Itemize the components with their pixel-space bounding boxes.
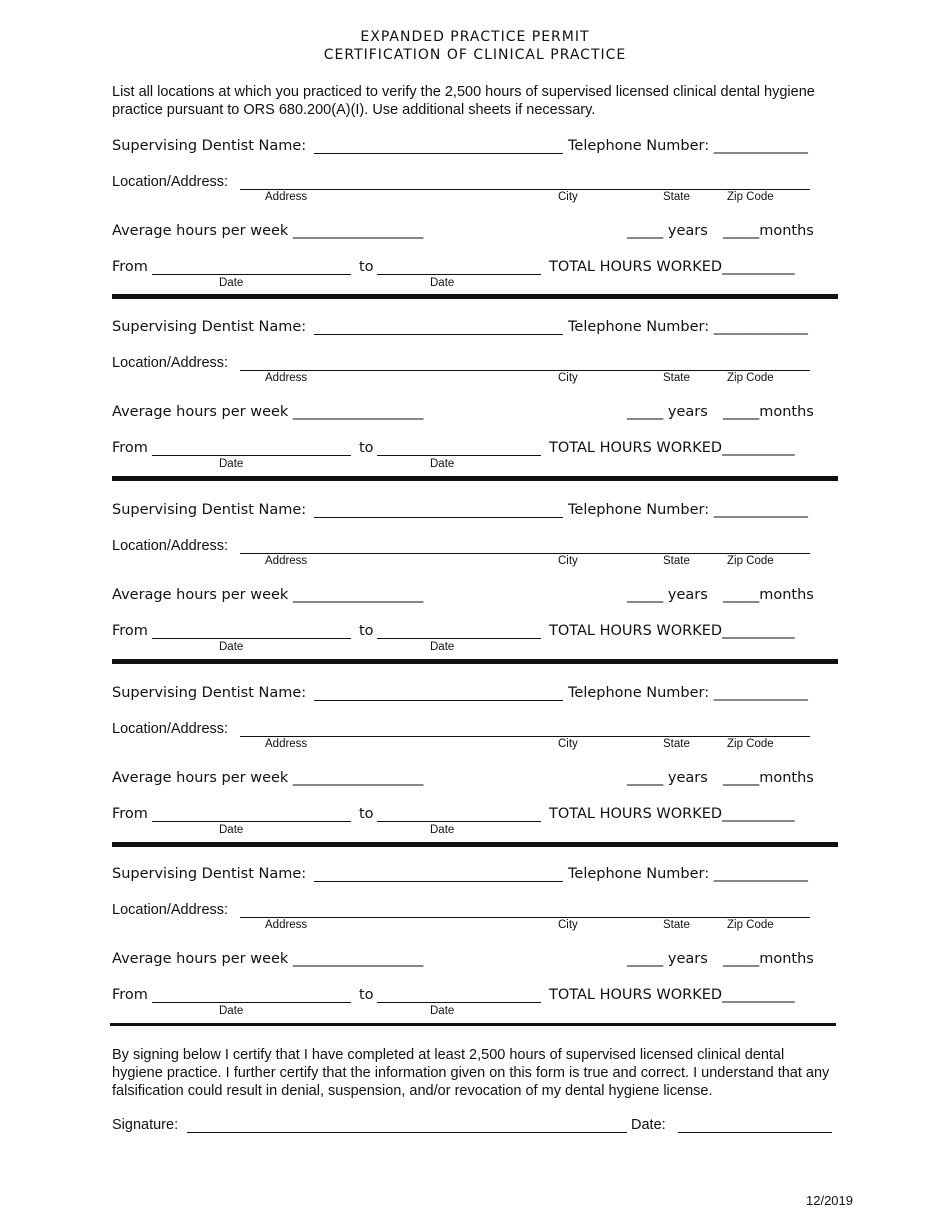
address-caption: Address — [265, 738, 308, 750]
practice-location-block — [0, 728, 950, 1017]
supervising-dentist-field[interactable] — [314, 517, 563, 518]
total-hours-field[interactable]: TOTAL HOURS WORKED__________ — [549, 440, 795, 456]
from-date-caption: Date — [219, 458, 244, 470]
certification-paragraph: By signing below I certify that I have completed at least 2,500 hours of supervised licensed clinical dental hygiene practice. I further certify that the information given on this form is true and correct. I understand that any falsification could result in denial, suspension, and/or revocation of my dental hygiene license. — [112, 1047, 830, 1099]
supervising-dentist-label: Supervising Dentist Name: — [112, 138, 307, 154]
months-field[interactable]: _____months — [723, 223, 814, 239]
supervising-dentist-field[interactable] — [314, 153, 563, 154]
telephone-field[interactable]: Telephone Number: _____________ — [568, 685, 808, 701]
practice-location-block — [0, 0, 950, 289]
intro-paragraph: List all locations at which you practiced to verify the 2,500 hours of supervised licensed clinical dental hygiene practice pursuant to ORS 680.200(A)(I). Use additional sheets if necessary. — [112, 84, 815, 118]
form-title-line1: EXPANDED PRACTICE PERMIT — [360, 29, 590, 45]
state-caption: State — [663, 738, 690, 750]
location-address-field[interactable] — [240, 917, 810, 918]
signature-date-field[interactable] — [678, 1132, 832, 1133]
from-label: From — [112, 806, 148, 822]
practice-location-block — [0, 364, 950, 653]
state-caption: State — [663, 191, 690, 203]
months-field[interactable]: _____months — [723, 404, 814, 420]
city-caption: City — [558, 191, 578, 203]
to-date-caption: Date — [430, 458, 455, 470]
supervising-dentist-field[interactable] — [314, 700, 563, 701]
telephone-field[interactable]: Telephone Number: _____________ — [568, 319, 808, 335]
location-label: Location/Address: — [112, 902, 229, 918]
supervising-dentist-label: Supervising Dentist Name: — [112, 866, 307, 882]
from-label: From — [112, 259, 148, 275]
from-label: From — [112, 623, 148, 639]
from-date-caption: Date — [219, 1005, 244, 1017]
months-field[interactable]: _____months — [723, 951, 814, 967]
from-label: From — [112, 987, 148, 1003]
zip-caption: Zip Code — [727, 555, 774, 567]
state-caption: State — [663, 919, 690, 931]
to-date-caption: Date — [430, 824, 455, 836]
zip-caption: Zip Code — [727, 372, 774, 384]
to-label: to — [359, 623, 374, 639]
total-hours-field[interactable]: TOTAL HOURS WORKED__________ — [549, 987, 795, 1003]
location-label: Location/Address: — [112, 174, 229, 190]
zip-caption: Zip Code — [727, 738, 774, 750]
from-date-caption: Date — [219, 641, 244, 653]
average-hours-field[interactable]: Average hours per week __________________ — [112, 587, 424, 603]
years-field[interactable]: _____ years — [627, 404, 708, 420]
from-date-field[interactable] — [152, 1002, 351, 1003]
average-hours-field[interactable]: Average hours per week __________________ — [112, 770, 424, 786]
months-field[interactable]: _____months — [723, 587, 814, 603]
state-caption: State — [663, 372, 690, 384]
signature-date-label: Date: — [631, 1117, 666, 1133]
supervising-dentist-label: Supervising Dentist Name: — [112, 685, 307, 701]
location-label: Location/Address: — [112, 721, 229, 737]
signature-label: Signature: — [112, 1117, 179, 1133]
zip-caption: Zip Code — [727, 191, 774, 203]
from-date-caption: Date — [219, 277, 244, 289]
address-caption: Address — [265, 372, 308, 384]
state-caption: State — [663, 555, 690, 567]
address-caption: Address — [265, 191, 308, 203]
practice-location-block — [0, 547, 950, 836]
city-caption: City — [558, 919, 578, 931]
total-hours-field[interactable]: TOTAL HOURS WORKED__________ — [549, 623, 795, 639]
to-date-caption: Date — [430, 277, 455, 289]
to-label: to — [359, 987, 374, 1003]
from-label: From — [112, 440, 148, 456]
zip-caption: Zip Code — [727, 919, 774, 931]
location-label: Location/Address: — [112, 538, 229, 554]
to-label: to — [359, 259, 374, 275]
to-label: to — [359, 440, 374, 456]
average-hours-field[interactable]: Average hours per week __________________ — [112, 951, 424, 967]
total-hours-field[interactable]: TOTAL HOURS WORKED__________ — [549, 806, 795, 822]
revision-date: 12/2019 — [806, 1193, 853, 1208]
signature-field[interactable] — [187, 1132, 627, 1133]
telephone-field[interactable]: Telephone Number: _____________ — [568, 866, 808, 882]
months-field[interactable]: _____months — [723, 770, 814, 786]
from-date-caption: Date — [219, 824, 244, 836]
city-caption: City — [558, 555, 578, 567]
address-caption: Address — [265, 919, 308, 931]
address-caption: Address — [265, 555, 308, 567]
to-label: to — [359, 806, 374, 822]
years-field[interactable]: _____ years — [627, 587, 708, 603]
supervising-dentist-field[interactable] — [314, 334, 563, 335]
supervising-dentist-label: Supervising Dentist Name: — [112, 502, 307, 518]
supervising-dentist-label: Supervising Dentist Name: — [112, 319, 307, 335]
city-caption: City — [558, 738, 578, 750]
city-caption: City — [558, 372, 578, 384]
supervising-dentist-field[interactable] — [314, 881, 563, 882]
years-field[interactable]: _____ years — [627, 770, 708, 786]
to-date-field[interactable] — [377, 1002, 541, 1003]
years-field[interactable]: _____ years — [627, 223, 708, 239]
practice-location-block — [0, 181, 950, 470]
form-title-line2: CERTIFICATION OF CLINICAL PRACTICE — [323, 47, 627, 63]
years-field[interactable]: _____ years — [627, 951, 708, 967]
telephone-field[interactable]: Telephone Number: _____________ — [568, 502, 808, 518]
section-divider — [110, 1023, 836, 1026]
to-date-caption: Date — [430, 641, 455, 653]
telephone-field[interactable]: Telephone Number: _____________ — [568, 138, 808, 154]
average-hours-field[interactable]: Average hours per week __________________ — [112, 404, 424, 420]
average-hours-field[interactable]: Average hours per week __________________ — [112, 223, 424, 239]
to-date-caption: Date — [430, 1005, 455, 1017]
location-label: Location/Address: — [112, 355, 229, 371]
total-hours-field[interactable]: TOTAL HOURS WORKED__________ — [549, 259, 795, 275]
